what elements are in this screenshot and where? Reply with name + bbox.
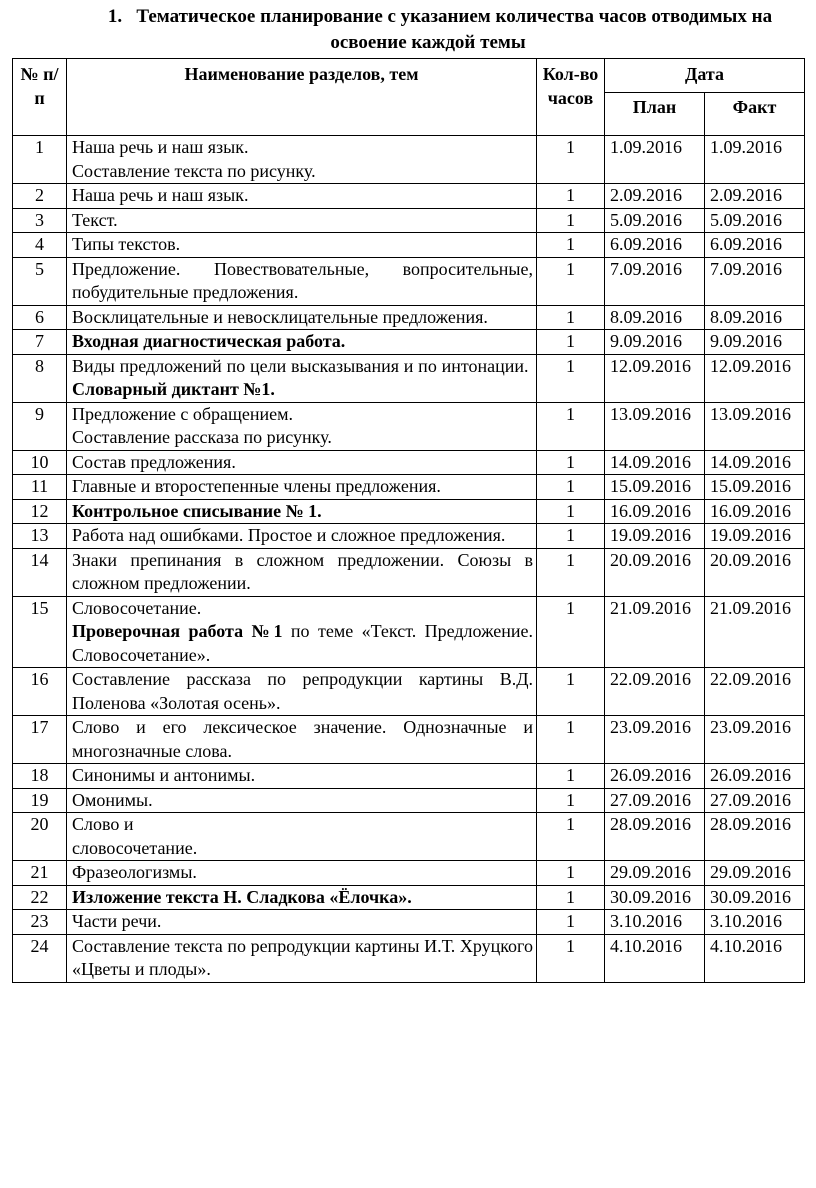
topic-text: Составление текста по рисунку. [72, 160, 316, 181]
row-topic [67, 233, 537, 258]
row-topic [67, 402, 537, 450]
row-plan-date: 29.09.2016 [605, 861, 705, 886]
topic-text: Главные и второстепенные члены предложения. [72, 476, 441, 496]
title-line-1: 1. Тематическое планирование с указанием количества часов отводимых на [107, 6, 773, 27]
row-topic [67, 136, 537, 184]
topic-text: Восклицательные и невосклицательные предложения. [72, 306, 488, 327]
row-hours: 1 [537, 596, 605, 668]
header-fact: Факт [705, 93, 805, 136]
row-hours: 1 [537, 813, 605, 861]
row-hours: 1 [537, 330, 605, 355]
topic-text: Работа над ошибками. Простое и сложное предложения. [72, 525, 506, 545]
topic-text: Наша речь и наш язык. [72, 185, 249, 205]
row-topic [67, 475, 537, 500]
row-fact-date: 13.09.2016 [705, 402, 805, 450]
row-hours: 1 [537, 788, 605, 813]
row-fact-date: 21.09.2016 [705, 596, 805, 668]
row-topic [67, 257, 537, 305]
table-row [13, 764, 805, 789]
row-fact-date: 22.09.2016 [705, 668, 805, 716]
topic-text: Типы текстов. [72, 234, 181, 254]
topic-text: Составление текста по репродукции картины И.Т. Хруцкого «Цветы и плоды». [72, 935, 533, 979]
title-line-2: освоение каждой темы [330, 32, 526, 53]
row-plan-date: 28.09.2016 [605, 813, 705, 861]
row-plan-date: 26.09.2016 [605, 764, 705, 789]
row-hours: 1 [537, 233, 605, 258]
row-plan-date: 21.09.2016 [605, 596, 705, 668]
row-number: 13 [13, 524, 67, 549]
table-row [13, 330, 805, 355]
row-fact-date: 7.09.2016 [705, 257, 805, 305]
row-fact-date: 1.09.2016 [705, 136, 805, 184]
page-title [0, 0, 816, 56]
topic-text: Предложение. Повествовательные, вопросительные, побудительные предложения. [72, 258, 533, 302]
row-plan-date: 15.09.2016 [605, 475, 705, 500]
topic-text: словосочетание. [72, 837, 198, 858]
row-fact-date: 15.09.2016 [705, 475, 805, 500]
row-topic [67, 861, 537, 886]
row-hours: 1 [537, 136, 605, 184]
row-number: 22 [13, 885, 67, 910]
row-plan-date: 19.09.2016 [605, 524, 705, 549]
row-topic [67, 764, 537, 789]
topic-text: Фразеологизмы. [72, 862, 197, 882]
row-topic [67, 910, 537, 935]
topic-text: Виды предложений по цели высказывания и по интонации. [72, 355, 529, 376]
table-row [13, 136, 805, 184]
row-plan-date: 27.09.2016 [605, 788, 705, 813]
table-row [13, 208, 805, 233]
topic-text: Омонимы. [72, 789, 153, 810]
topic-bold-text: Проверочная работа №1 [72, 621, 283, 641]
row-plan-date: 8.09.2016 [605, 305, 705, 330]
table-row [13, 450, 805, 475]
row-plan-date: 2.09.2016 [605, 184, 705, 209]
row-number: 11 [13, 475, 67, 500]
table-body [13, 136, 805, 983]
row-number: 8 [13, 354, 67, 402]
topic-text: Синонимы и антонимы. [72, 765, 256, 785]
row-hours: 1 [537, 305, 605, 330]
table-row [13, 788, 805, 813]
header-hours: Кол-во часов [537, 59, 605, 136]
row-fact-date: 29.09.2016 [705, 861, 805, 886]
row-number: 23 [13, 910, 67, 935]
row-topic [67, 330, 537, 355]
planning-table [12, 58, 805, 983]
row-hours: 1 [537, 475, 605, 500]
topic-text: Словосочетание. [72, 597, 202, 618]
row-plan-date: 23.09.2016 [605, 716, 705, 764]
table-row [13, 499, 805, 524]
row-hours: 1 [537, 861, 605, 886]
table-row [13, 548, 805, 596]
table-row [13, 716, 805, 764]
topic-text: Слово и [72, 814, 134, 834]
row-plan-date: 4.10.2016 [605, 934, 705, 982]
topic-text: Наша речь и наш язык. [72, 137, 249, 157]
topic-bold-text: Словарный диктант №1. [72, 379, 275, 399]
row-number: 1 [13, 136, 67, 184]
row-topic [67, 184, 537, 209]
table-row [13, 885, 805, 910]
row-number: 18 [13, 764, 67, 789]
topic-text: Предложение с обращением. [72, 403, 294, 424]
row-plan-date: 14.09.2016 [605, 450, 705, 475]
table-row [13, 257, 805, 305]
row-number: 24 [13, 934, 67, 982]
table-row [13, 813, 805, 861]
row-fact-date: 26.09.2016 [705, 764, 805, 789]
header-num: № п/п [13, 59, 67, 136]
row-hours: 1 [537, 524, 605, 549]
row-hours: 1 [537, 668, 605, 716]
row-number: 7 [13, 330, 67, 355]
row-plan-date: 30.09.2016 [605, 885, 705, 910]
row-fact-date: 12.09.2016 [705, 354, 805, 402]
row-fact-date: 30.09.2016 [705, 885, 805, 910]
row-plan-date: 20.09.2016 [605, 548, 705, 596]
table-row [13, 184, 805, 209]
table-row [13, 402, 805, 450]
row-hours: 1 [537, 257, 605, 305]
row-number: 12 [13, 499, 67, 524]
row-fact-date: 9.09.2016 [705, 330, 805, 355]
topic-text: Слово и его лексическое значение. Однозначные и многозначные слова. [72, 717, 533, 761]
row-hours: 1 [537, 184, 605, 209]
row-hours: 1 [537, 208, 605, 233]
row-hours: 1 [537, 402, 605, 450]
row-topic [67, 668, 537, 716]
row-number: 9 [13, 402, 67, 450]
row-fact-date: 5.09.2016 [705, 208, 805, 233]
row-topic [67, 716, 537, 764]
header-plan: План [605, 93, 705, 136]
header-date: Дата [605, 59, 805, 93]
row-number: 4 [13, 233, 67, 258]
row-plan-date: 9.09.2016 [605, 330, 705, 355]
topic-text: Знаки препинания в сложном предложении. Союзы в сложном предложении. [72, 549, 533, 593]
row-plan-date: 22.09.2016 [605, 668, 705, 716]
topic-bold-text: Входная диагностическая работа. [72, 331, 346, 351]
row-plan-date: 3.10.2016 [605, 910, 705, 935]
table-row [13, 233, 805, 258]
row-fact-date: 6.09.2016 [705, 233, 805, 258]
row-fact-date: 8.09.2016 [705, 305, 805, 330]
row-topic [67, 548, 537, 596]
row-hours: 1 [537, 764, 605, 789]
row-hours: 1 [537, 716, 605, 764]
row-topic [67, 305, 537, 330]
row-fact-date: 4.10.2016 [705, 934, 805, 982]
row-fact-date: 28.09.2016 [705, 813, 805, 861]
row-fact-date: 27.09.2016 [705, 788, 805, 813]
row-fact-date: 20.09.2016 [705, 548, 805, 596]
row-number: 10 [13, 450, 67, 475]
row-number: 17 [13, 716, 67, 764]
row-number: 2 [13, 184, 67, 209]
topic-text: Текст. [72, 209, 118, 230]
row-plan-date: 7.09.2016 [605, 257, 705, 305]
topic-text: по теме «Текст. Предложение. Словосочетание». [72, 621, 534, 665]
row-plan-date: 1.09.2016 [605, 136, 705, 184]
table-row [13, 668, 805, 716]
row-number: 6 [13, 305, 67, 330]
row-topic [67, 354, 537, 402]
row-topic [67, 450, 537, 475]
row-plan-date: 5.09.2016 [605, 208, 705, 233]
row-hours: 1 [537, 910, 605, 935]
row-topic [67, 499, 537, 524]
row-hours: 1 [537, 548, 605, 596]
row-number: 20 [13, 813, 67, 861]
row-topic [67, 524, 537, 549]
row-fact-date: 19.09.2016 [705, 524, 805, 549]
row-topic [67, 934, 537, 982]
table-row [13, 934, 805, 982]
topic-bold-text: Контрольное списывание № 1. [72, 500, 322, 521]
row-number: 5 [13, 257, 67, 305]
row-number: 16 [13, 668, 67, 716]
topic-text: Части речи. [72, 911, 162, 931]
topic-text: Состав предложения. [72, 451, 236, 472]
row-fact-date: 16.09.2016 [705, 499, 805, 524]
row-plan-date: 16.09.2016 [605, 499, 705, 524]
table-row [13, 524, 805, 549]
row-number: 19 [13, 788, 67, 813]
row-hours: 1 [537, 885, 605, 910]
header-name: Наименование разделов, тем [67, 59, 537, 136]
row-topic [67, 813, 537, 861]
row-fact-date: 3.10.2016 [705, 910, 805, 935]
row-hours: 1 [537, 354, 605, 402]
table-row [13, 861, 805, 886]
row-hours: 1 [537, 499, 605, 524]
table-row [13, 596, 805, 668]
row-plan-date: 12.09.2016 [605, 354, 705, 402]
row-fact-date: 23.09.2016 [705, 716, 805, 764]
row-number: 15 [13, 596, 67, 668]
row-topic [67, 885, 537, 910]
row-fact-date: 14.09.2016 [705, 450, 805, 475]
row-plan-date: 6.09.2016 [605, 233, 705, 258]
row-hours: 1 [537, 934, 605, 982]
row-topic [67, 596, 537, 668]
topic-text: Составление рассказа по рисунку. [72, 427, 332, 447]
row-topic [67, 788, 537, 813]
table-row [13, 305, 805, 330]
row-plan-date: 13.09.2016 [605, 402, 705, 450]
table-row [13, 475, 805, 500]
row-hours: 1 [537, 450, 605, 475]
row-number: 21 [13, 861, 67, 886]
row-number: 14 [13, 548, 67, 596]
table-row [13, 354, 805, 402]
row-fact-date: 2.09.2016 [705, 184, 805, 209]
topic-bold-text: Изложение текста Н. Сладкова «Ёлочка». [72, 886, 412, 907]
table-row [13, 910, 805, 935]
topic-text: Составление рассказа по репродукции картины В.Д. Поленова «Золотая осень». [72, 669, 533, 713]
row-topic [67, 208, 537, 233]
row-number: 3 [13, 208, 67, 233]
